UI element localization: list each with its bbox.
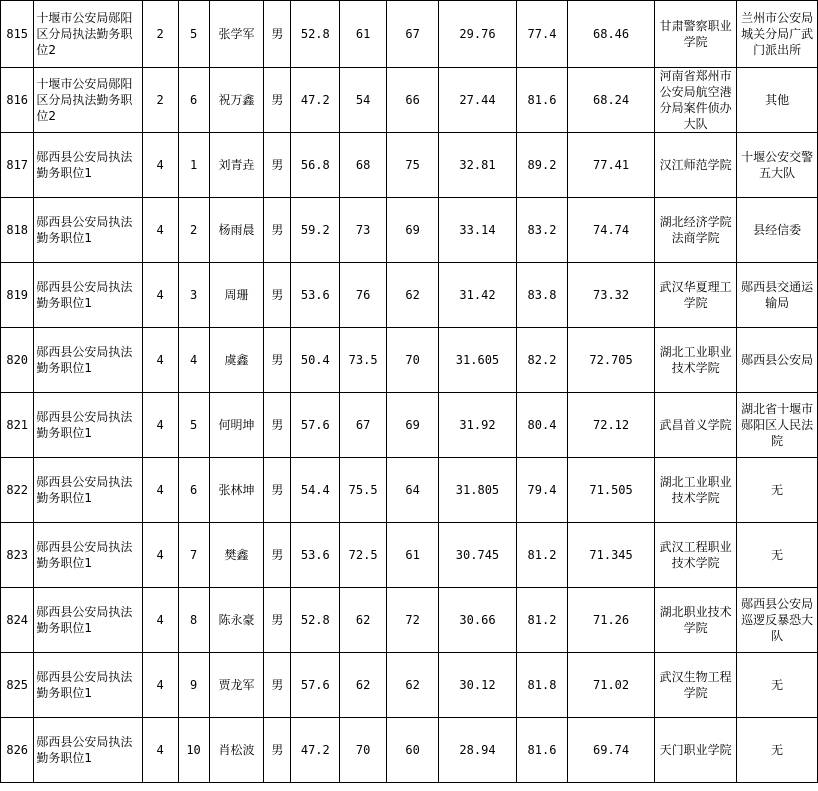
total-score-cell: 71.505 — [568, 458, 655, 523]
interview-score-cell: 77.4 — [516, 1, 567, 68]
rank-cell: 1 — [178, 133, 209, 198]
name-cell: 张林坤 — [209, 458, 264, 523]
school-cell: 汉江师范学院 — [654, 133, 736, 198]
interview-score-cell: 81.8 — [516, 653, 567, 718]
name-cell: 祝万鑫 — [209, 68, 264, 133]
table-row — [1, 263, 818, 328]
name-cell: 何明坤 — [209, 393, 264, 458]
table-row — [1, 68, 818, 133]
hiring-count-cell: 4 — [142, 263, 178, 328]
written-score-cell: 30.12 — [439, 653, 517, 718]
table-row — [1, 653, 818, 718]
hiring-count-cell: 4 — [142, 328, 178, 393]
rank-cell: 7 — [178, 523, 209, 588]
total-score-cell: 73.32 — [568, 263, 655, 328]
total-score-cell: 77.41 — [568, 133, 655, 198]
score-1-cell: 53.6 — [291, 523, 340, 588]
score-2-cell: 68 — [340, 133, 387, 198]
interview-score-cell: 83.8 — [516, 263, 567, 328]
total-score-cell: 69.74 — [568, 718, 655, 783]
workplace-cell: 兰州市公安局城关分局广武门派出所 — [737, 1, 818, 68]
score-1-cell: 47.2 — [291, 68, 340, 133]
workplace-cell: 郧西县公安局巡逻反暴恐大队 — [737, 588, 818, 653]
position-cell: 郧西县公安局执法勤务职位1 — [34, 393, 142, 458]
position-cell: 郧西县公安局执法勤务职位1 — [34, 718, 142, 783]
score-2-cell: 61 — [340, 1, 387, 68]
total-score-cell: 71.345 — [568, 523, 655, 588]
position-cell: 郧西县公安局执法勤务职位1 — [34, 458, 142, 523]
score-1-cell: 52.8 — [291, 588, 340, 653]
written-score-cell: 27.44 — [439, 68, 517, 133]
school-cell: 湖北工业职业技术学院 — [654, 458, 736, 523]
score-3-cell: 66 — [387, 68, 439, 133]
position-cell: 郧西县公安局执法勤务职位1 — [34, 523, 142, 588]
interview-score-cell: 80.4 — [516, 393, 567, 458]
workplace-cell: 无 — [737, 718, 818, 783]
gender-cell: 男 — [264, 458, 291, 523]
score-1-cell: 59.2 — [291, 198, 340, 263]
score-1-cell: 50.4 — [291, 328, 340, 393]
serial-number-cell: 825 — [1, 653, 34, 718]
score-2-cell: 54 — [340, 68, 387, 133]
score-3-cell: 69 — [387, 198, 439, 263]
score-2-cell: 67 — [340, 393, 387, 458]
rank-cell: 10 — [178, 718, 209, 783]
table-row — [1, 393, 818, 458]
rank-cell: 2 — [178, 198, 209, 263]
score-2-cell: 62 — [340, 653, 387, 718]
total-score-cell: 72.705 — [568, 328, 655, 393]
gender-cell: 男 — [264, 718, 291, 783]
score-3-cell: 67 — [387, 1, 439, 68]
hiring-count-cell: 4 — [142, 523, 178, 588]
school-cell: 甘肃警察职业学院 — [654, 1, 736, 68]
score-3-cell: 62 — [387, 653, 439, 718]
name-cell: 杨雨晨 — [209, 198, 264, 263]
written-score-cell: 31.92 — [439, 393, 517, 458]
school-cell: 武汉生物工程学院 — [654, 653, 736, 718]
serial-number-cell: 816 — [1, 68, 34, 133]
gender-cell: 男 — [264, 328, 291, 393]
written-score-cell: 33.14 — [439, 198, 517, 263]
name-cell: 刘青垚 — [209, 133, 264, 198]
rank-cell: 4 — [178, 328, 209, 393]
workplace-cell: 其他 — [737, 68, 818, 133]
score-1-cell: 54.4 — [291, 458, 340, 523]
gender-cell: 男 — [264, 523, 291, 588]
serial-number-cell: 817 — [1, 133, 34, 198]
workplace-cell: 无 — [737, 458, 818, 523]
table-row — [1, 588, 818, 653]
written-score-cell: 28.94 — [439, 718, 517, 783]
name-cell: 张学军 — [209, 1, 264, 68]
table-row — [1, 133, 818, 198]
workplace-cell: 县经信委 — [737, 198, 818, 263]
score-1-cell: 57.6 — [291, 653, 340, 718]
score-3-cell: 61 — [387, 523, 439, 588]
score-2-cell: 70 — [340, 718, 387, 783]
hiring-count-cell: 4 — [142, 133, 178, 198]
hiring-count-cell: 4 — [142, 458, 178, 523]
interview-score-cell: 89.2 — [516, 133, 567, 198]
score-2-cell: 62 — [340, 588, 387, 653]
table-row — [1, 523, 818, 588]
gender-cell: 男 — [264, 68, 291, 133]
score-1-cell: 47.2 — [291, 718, 340, 783]
workplace-cell: 无 — [737, 653, 818, 718]
gender-cell: 男 — [264, 1, 291, 68]
score-3-cell: 75 — [387, 133, 439, 198]
score-1-cell: 53.6 — [291, 263, 340, 328]
gender-cell: 男 — [264, 133, 291, 198]
hiring-count-cell: 4 — [142, 393, 178, 458]
name-cell: 陈永豪 — [209, 588, 264, 653]
rank-cell: 9 — [178, 653, 209, 718]
interview-score-cell: 81.6 — [516, 68, 567, 133]
workplace-cell: 郧西县交通运输局 — [737, 263, 818, 328]
gender-cell: 男 — [264, 263, 291, 328]
rank-cell: 3 — [178, 263, 209, 328]
score-1-cell: 57.6 — [291, 393, 340, 458]
hiring-count-cell: 4 — [142, 588, 178, 653]
workplace-cell: 湖北省十堰市郧阳区人民法院 — [737, 393, 818, 458]
workplace-cell: 十堰公安交警五大队 — [737, 133, 818, 198]
school-cell: 武汉工程职业技术学院 — [654, 523, 736, 588]
position-cell: 十堰市公安局郧阳区分局执法勤务职位2 — [34, 68, 142, 133]
name-cell: 樊鑫 — [209, 523, 264, 588]
name-cell: 贾龙军 — [209, 653, 264, 718]
position-cell: 郧西县公安局执法勤务职位1 — [34, 263, 142, 328]
school-cell: 河南省郑州市公安局航空港分局案件侦办大队 — [654, 68, 736, 133]
serial-number-cell: 815 — [1, 1, 34, 68]
school-cell: 武汉华夏理工学院 — [654, 263, 736, 328]
score-3-cell: 70 — [387, 328, 439, 393]
written-score-cell: 31.605 — [439, 328, 517, 393]
name-cell: 周珊 — [209, 263, 264, 328]
hiring-count-cell: 4 — [142, 198, 178, 263]
score-2-cell: 76 — [340, 263, 387, 328]
hiring-count-cell: 2 — [142, 1, 178, 68]
score-2-cell: 72.5 — [340, 523, 387, 588]
interview-score-cell: 81.2 — [516, 588, 567, 653]
serial-number-cell: 818 — [1, 198, 34, 263]
interview-score-cell: 79.4 — [516, 458, 567, 523]
total-score-cell: 68.24 — [568, 68, 655, 133]
written-score-cell: 30.66 — [439, 588, 517, 653]
total-score-cell: 71.02 — [568, 653, 655, 718]
written-score-cell: 31.42 — [439, 263, 517, 328]
hiring-count-cell: 2 — [142, 68, 178, 133]
interview-score-cell: 81.2 — [516, 523, 567, 588]
gender-cell: 男 — [264, 393, 291, 458]
interview-score-cell: 82.2 — [516, 328, 567, 393]
table-row — [1, 718, 818, 783]
hiring-count-cell: 4 — [142, 653, 178, 718]
score-2-cell: 73.5 — [340, 328, 387, 393]
rank-cell: 5 — [178, 393, 209, 458]
score-3-cell: 60 — [387, 718, 439, 783]
score-3-cell: 72 — [387, 588, 439, 653]
position-cell: 郧西县公安局执法勤务职位1 — [34, 133, 142, 198]
interview-score-cell: 81.6 — [516, 718, 567, 783]
score-1-cell: 56.8 — [291, 133, 340, 198]
gender-cell: 男 — [264, 588, 291, 653]
serial-number-cell: 821 — [1, 393, 34, 458]
school-cell: 湖北经济学院法商学院 — [654, 198, 736, 263]
table-row — [1, 328, 818, 393]
rank-cell: 6 — [178, 68, 209, 133]
serial-number-cell: 820 — [1, 328, 34, 393]
table-row — [1, 458, 818, 523]
interview-score-cell: 83.2 — [516, 198, 567, 263]
written-score-cell: 29.76 — [439, 1, 517, 68]
school-cell: 武昌首义学院 — [654, 393, 736, 458]
score-2-cell: 73 — [340, 198, 387, 263]
position-cell: 郧西县公安局执法勤务职位1 — [34, 653, 142, 718]
workplace-cell: 郧西县公安局 — [737, 328, 818, 393]
score-3-cell: 69 — [387, 393, 439, 458]
name-cell: 虞鑫 — [209, 328, 264, 393]
name-cell: 肖松波 — [209, 718, 264, 783]
total-score-cell: 74.74 — [568, 198, 655, 263]
position-cell: 十堰市公安局郧阳区分局执法勤务职位2 — [34, 1, 142, 68]
gender-cell: 男 — [264, 653, 291, 718]
position-cell: 郧西县公安局执法勤务职位1 — [34, 588, 142, 653]
school-cell: 湖北职业技术学院 — [654, 588, 736, 653]
written-score-cell: 31.805 — [439, 458, 517, 523]
gender-cell: 男 — [264, 198, 291, 263]
serial-number-cell: 822 — [1, 458, 34, 523]
table-row — [1, 198, 818, 263]
school-cell: 天门职业学院 — [654, 718, 736, 783]
score-3-cell: 64 — [387, 458, 439, 523]
position-cell: 郧西县公安局执法勤务职位1 — [34, 198, 142, 263]
rank-cell: 5 — [178, 1, 209, 68]
written-score-cell: 30.745 — [439, 523, 517, 588]
serial-number-cell: 823 — [1, 523, 34, 588]
score-3-cell: 62 — [387, 263, 439, 328]
table-row — [1, 1, 818, 68]
serial-number-cell: 826 — [1, 718, 34, 783]
serial-number-cell: 824 — [1, 588, 34, 653]
rank-cell: 6 — [178, 458, 209, 523]
hiring-count-cell: 4 — [142, 718, 178, 783]
serial-number-cell: 819 — [1, 263, 34, 328]
table-body — [1, 1, 818, 783]
school-cell: 湖北工业职业技术学院 — [654, 328, 736, 393]
total-score-cell: 71.26 — [568, 588, 655, 653]
total-score-cell: 68.46 — [568, 1, 655, 68]
position-cell: 郧西县公安局执法勤务职位1 — [34, 328, 142, 393]
written-score-cell: 32.81 — [439, 133, 517, 198]
score-2-cell: 75.5 — [340, 458, 387, 523]
rank-cell: 8 — [178, 588, 209, 653]
score-1-cell: 52.8 — [291, 1, 340, 68]
total-score-cell: 72.12 — [568, 393, 655, 458]
workplace-cell: 无 — [737, 523, 818, 588]
